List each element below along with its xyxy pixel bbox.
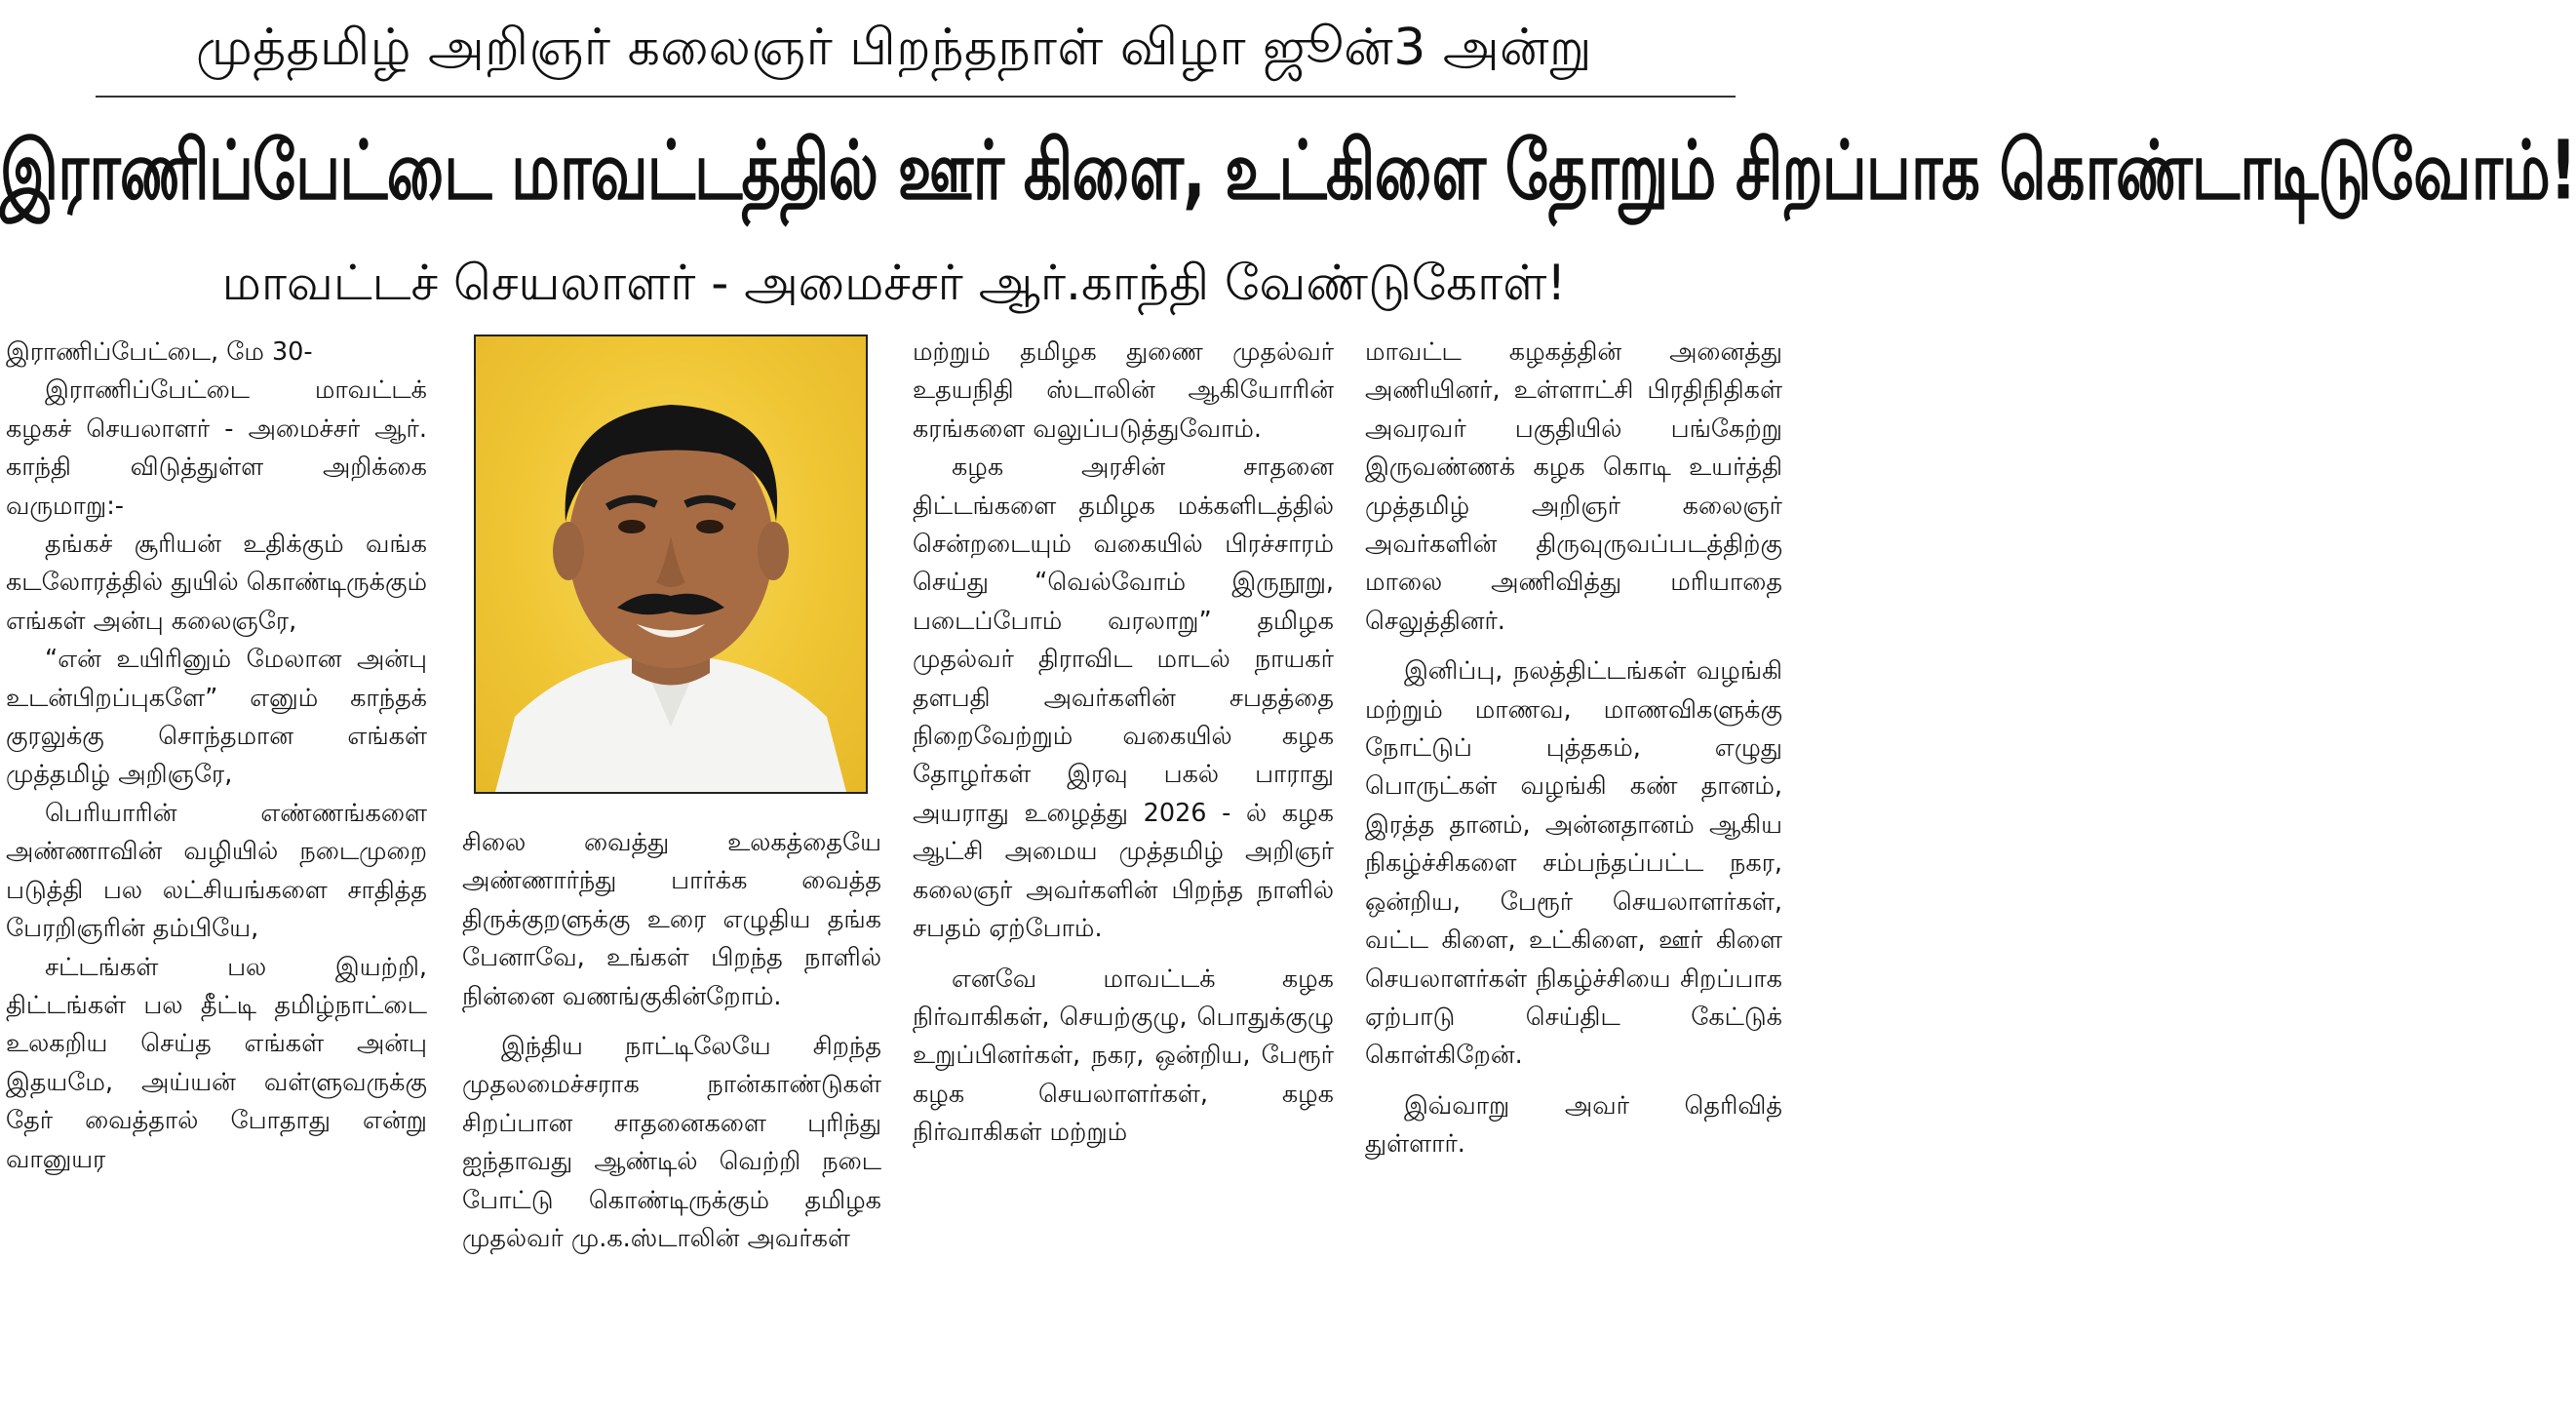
paragraph: பெரியாரின் எண்ணங்களை அண்ணாவின் வழியில் நடைமுறை படுத்தி பல லட்சியங்களை சாதித்த பேரறிஞரின் தம்பியே, <box>6 798 427 944</box>
paragraph: சிலை வைத்து உலகத்தையே அண்ணார்ந்து பார்க்க வைத்த திருக்குறளுக்கு உரை எழுதிய தங்க பேனாவே, உங்கள் பிறந்த நாளில் நின்னை வணங்குகின்றோம். <box>462 828 881 1011</box>
article-column-4 <box>1365 334 1782 1164</box>
paragraph: எனவே மாவட்டக் கழக நிர்வாகிகள், செயற்குழு, பொதுக்குழு உறுப்பினர்கள், நகர, ஒன்றிய, பேரூர் கழக செயலாளர்கள், கழக நிர்வாகிகள் மற்றும் <box>913 964 1334 1148</box>
article-column-3 <box>913 334 1334 1153</box>
paragraph: இந்திய நாட்டிலேயே சிறந்த முதலமைச்சராக நான்காண்டுகள் சிறப்பான சாதனைகளை புரிந்து ஐந்தாவது ஆண்டில் வெற்றி நடை போட்டு கொண்டிருக்கும் தமிழக முதல்வர் மு.க.ஸ்டாலின் அவர்கள் <box>462 1032 881 1254</box>
closing-line: இவ்வாறு அவர் தெரிவித் துள்ளார். <box>1365 1090 1782 1160</box>
paragraph: சட்டங்கள் பல இயற்றி, திட்டங்கள் பல தீட்டி தமிழ்நாட்டை உலகறிய செய்த எங்கள் அன்பு இதயமே, அய்யன் வள்ளுவருக்கு தேர் வைத்தால் போதாது என்று வானுயர <box>6 952 427 1174</box>
paragraph: மாவட்ட கழகத்தின் அனைத்து அணியினர், உள்ளாட்சி பிரதிநிதிகள் அவரவர் பகுதியில் பங்கேற்று இருவண்ணக் கழக கொடி உயர்த்தி முத்தமிழ் அறிஞர் கலைஞர் அவர்களின் திருவுருவப்படத்திற்கு மாலை அணிவித்து மரியாதை செலுத்தினர். <box>1365 337 1782 636</box>
paragraph: கழக அரசின் சாதனை திட்டங்களை தமிழக மக்களிடத்தில் சென்றடையும் வகையில் பிரச்சாரம் செய்து “வெல்வோம் இருநூறு, படைப்போம் வரலாறு” தமிழக முதல்வர் திராவிட மாடல் நாயகர் தளபதி அவர்களின் சபதத்தை நிறைவேற்றும் வகையில் கழக தோழர்கள் இரவு பகல் பாராது அயராது உழைத்து 2026 - ல் கழக ஆட்சி அமைய முத்தமிழ் அறிஞர் கலைஞர் அவர்களின் பிறந்த நாளில் சபதம் ஏற்போம். <box>913 453 1334 944</box>
paragraph: “என் உயிரினும் மேலான அன்பு உடன்பிறப்புகளே” எனும் காந்தக் குரலுக்கு சொந்தமான எங்கள் முத்தமிழ் அறிஞரே, <box>6 645 427 790</box>
paragraph: இனிப்பு, நலத்திட்டங்கள் வழங்கி மற்றும் மாணவ, மாணவிகளுக்கு நோட்டுப் புத்தகம், எழுது பொருட்கள் வழங்கி கண் தானம், இரத்த தானம், அன்னதானம் ஆகிய நிகழ்ச்சிகளை சம்பந்தப்பட்ட நகர, ஒன்றிய, பேரூர் செயலாளர்கள், வட்ட கிளை, உட்கிளை, ஊர் கிளை செயலாளர்கள் நிகழ்ச்சியை சிறப்பாக ஏற்பாடு செய்திட கேட்டுக் கொள்கிறேன். <box>1365 656 1782 1071</box>
dateline: இராணிப்பேட்டை, மே 30- <box>6 337 313 367</box>
paragraph: மற்றும் தமிழக துணை முதல்வர் உதயநிதி ஸ்டாலின் ஆகியோரின் கரங்களை வலுப்படுத்துவோம். <box>913 337 1334 444</box>
paragraph: தங்கச் சூரியன் உதிக்கும் வங்க கடலோரத்தில் துயில் கொண்டிருக்கும் எங்கள் அன்பு கலைஞரே, <box>6 530 427 636</box>
article-column-2 <box>462 824 881 1258</box>
headline-main: இராணிப்பேட்டை மாவட்டத்தில் ஊர் கிளை, உட்கிளை தோறும் சிறப்பாக கொண்டாடிடுவோம்! <box>0 122 2576 218</box>
headline-kicker: முத்தமிழ் அறிஞர் கலைஞர் பிறந்தநாள் விழா ஜூன்3 அன்று <box>195 19 1593 77</box>
person-portrait-icon <box>474 335 868 794</box>
paragraph: இராணிப்பேட்டை மாவட்டக் கழகச் செயலாளர் - அமைச்சர் ஆர். காந்தி விடுத்துள்ள அறிக்கை வருமாறு:- <box>6 375 427 521</box>
headline-subtitle: மாவட்டச் செயலாளர் - அமைச்சர் ஆர்.காந்தி வேண்டுகோள்! <box>221 255 1567 311</box>
article-column-1 <box>6 334 427 1179</box>
